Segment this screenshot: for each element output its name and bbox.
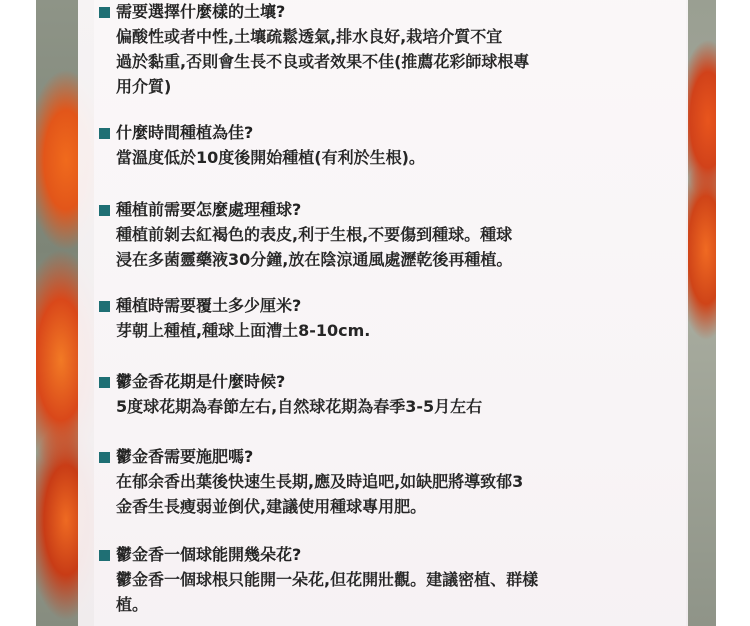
faq-answer-line: 在郁余香出葉後快速生長期,應及時追吧,如缺肥將導致郁3 <box>116 472 524 491</box>
square-bullet-icon <box>99 7 110 18</box>
faq-answer-line: 用介質) <box>116 77 172 96</box>
square-bullet-icon <box>99 452 110 463</box>
faq-question: 鬱金香需要施肥嗎? <box>96 445 666 469</box>
faq-item-fertilizer <box>96 445 666 519</box>
square-bullet-icon <box>99 550 110 561</box>
square-bullet-icon <box>99 205 110 216</box>
faq-item-flowers-per-bulb <box>96 543 666 617</box>
faq-item-bulb-treatment <box>96 198 666 272</box>
faq-answer-line: 芽朝上種植,種球上面漕土8-10cm. <box>116 321 371 340</box>
faq-answer-line: 過於黏重,否則會生長不良或者效果不佳(推薦花彩師球根專 <box>116 52 530 71</box>
faq-question: 需要選擇什麼樣的土壤? <box>96 0 666 24</box>
faq-question: 鬱金香一個球能開幾朵花? <box>96 543 666 567</box>
square-bullet-icon <box>99 301 110 312</box>
faq-answer-line: 偏酸性或者中性,土壤疏鬆透氣,排水良好,栽培介質不宜 <box>116 27 503 46</box>
faq-question: 種植前需要怎麼處理種球? <box>96 198 666 222</box>
square-bullet-icon <box>99 377 110 388</box>
faq-item-soil <box>96 0 666 99</box>
faq-item-flowering-period <box>96 370 666 419</box>
faq-answer-line: 金香生長瘦弱並倒伏,建議使用種球專用肥。 <box>116 497 427 516</box>
tulip-photo-right <box>686 0 716 626</box>
faq-item-soil-depth <box>96 294 666 343</box>
faq-answer-line: 5度球花期為春節左右,自然球花期為春季3-5月左右 <box>116 397 483 416</box>
faq-question: 鬱金香花期是什麼時候? <box>96 370 666 394</box>
faq-question: 種植時需要覆土多少厘米? <box>96 294 666 318</box>
faq-answer-line: 浸在多菌靈藥液30分鐘,放在陰涼通風處瀝乾後再種植。 <box>116 250 513 269</box>
faq-item-planting-time <box>96 121 666 170</box>
faq-answer-line: 鬱金香一個球根只能開一朵花,但花開壯觀。建議密植、群樣 <box>116 570 539 589</box>
square-bullet-icon <box>99 128 110 139</box>
faq-answer-line: 植。 <box>116 595 149 614</box>
faq-answer-line: 當溫度低於10度後開始種植(有利於生根)。 <box>116 148 425 167</box>
faq-answer-line: 種植前剝去紅褐色的表皮,利于生根,不要傷到種球。種球 <box>116 225 513 244</box>
faq-question: 什麼時間種植為佳? <box>96 121 666 145</box>
